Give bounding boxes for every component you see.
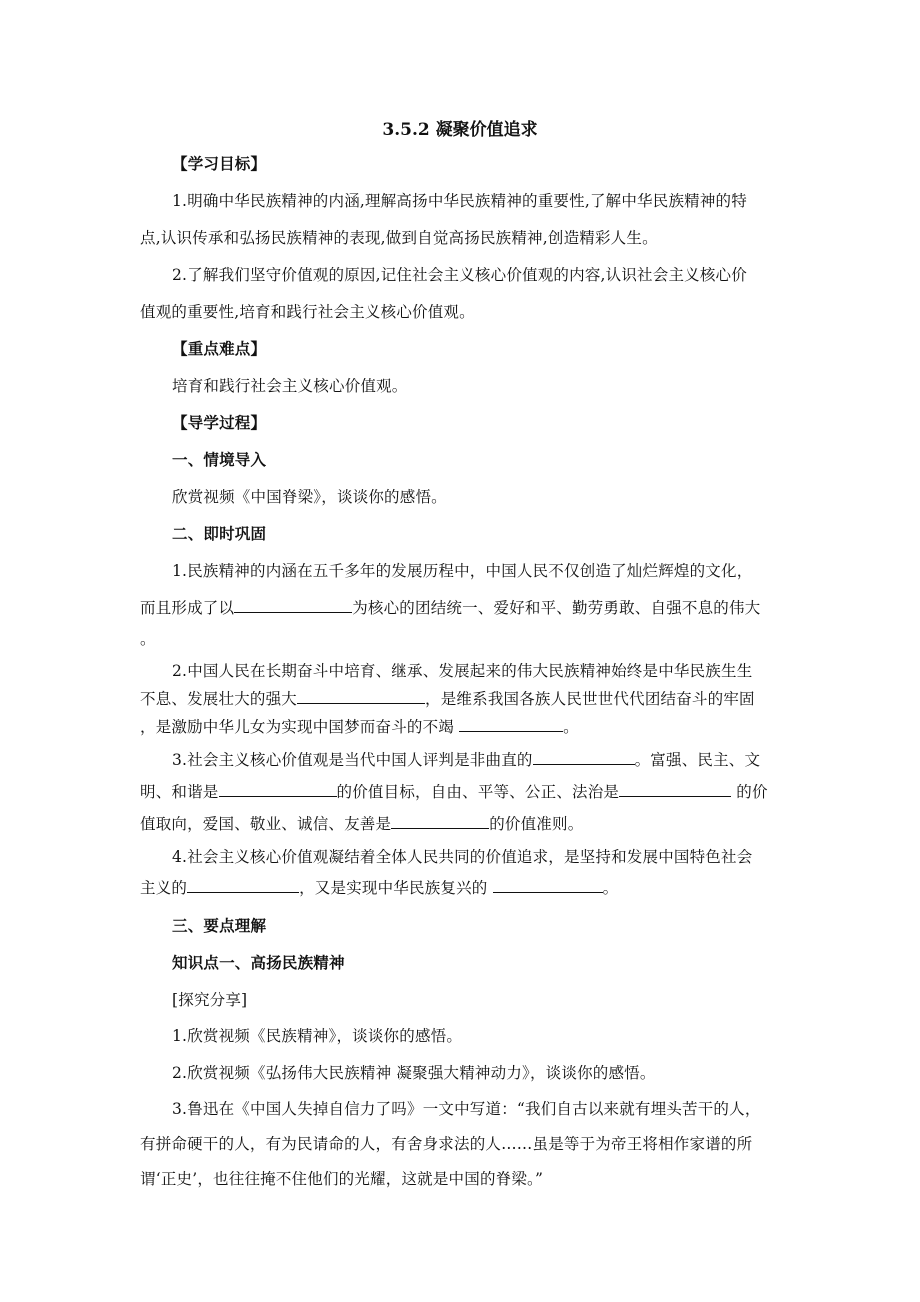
section-heading-key-points: 【重点难点】 [172,339,267,358]
heading-explore-share: [探究分享] [172,991,248,1009]
question-2-line-3 [140,716,579,738]
question-2-line-1: 2.中国人民在长期奋斗中培育、继承、发展起来的伟大民族精神始终是中华民族生生 [172,662,753,680]
explore-item-2: 2.欣赏视频《弘扬伟大民族精神 凝聚强大精神动力》，谈谈你的感悟。 [172,1064,656,1082]
question-2-text-c: ，是激励中华儿女为实现中国梦而奋斗的不竭 [140,718,460,736]
question-3-line-2 [140,781,768,803]
explore-item-1: 1.欣赏视频《民族精神》，谈谈你的感悟。 [172,1027,463,1045]
section-heading-goals: 【学习目标】 [172,154,267,173]
question-1-line-3: 。 [140,630,156,648]
goal-2-line-1: 2.了解我们坚守价值观的原因,记住社会主义核心价值观的内容,认识社会主义核心价 [172,266,747,284]
question-4-line-1: 4.社会主义核心价值观凝结着全体人民共同的价值追求，是坚持和发展中国特色社会 [172,848,753,866]
question-4-text-a: 主义的 [140,879,188,897]
question-3-text-g: 的价值准则。 [489,815,584,833]
question-2-text-a: 不息、发展壮大的强大 [140,690,298,708]
question-3-text-f: 值取向，爱国、敬业、诚信、友善是 [140,815,392,833]
goal-1-line-2: 点,认识传承和弘扬民族精神的表现,做到自觉高扬民族精神,创造精彩人生。 [140,229,658,247]
question-3-text-b: 。富强、民主、文 [634,751,761,769]
heading-key-understanding: 三、要点理解 [172,916,267,935]
fill-blank[interactable] [391,813,489,829]
fill-blank[interactable] [533,749,635,765]
question-3-text-e: 的价 [731,783,768,801]
question-3-text-d: 的价值目标，自由、平等、公正、法治是 [336,783,620,801]
question-3-text-c: 明、和谐是 [140,783,219,801]
question-4-line-2 [140,877,618,899]
heading-consolidation: 二、即时巩固 [172,524,267,543]
goal-2-line-2: 值观的重要性,培育和践行社会主义核心价值观。 [140,303,475,321]
fill-blank[interactable] [297,688,425,704]
question-3-line-1 [172,749,760,771]
heading-knowledge-point-1: 知识点一、高扬民族精神 [172,953,345,972]
question-1-text-b: 为核心的团结统一、爱好和平、勤劳勇敢、自强不息的伟大 [352,599,761,617]
page-title: 3.5.2 凝聚价值追求 [382,120,538,140]
fill-blank[interactable] [219,781,337,797]
question-4-text-c: 。 [602,879,619,897]
question-2-line-2 [140,688,755,710]
question-4-text-b: ，又是实现中华民族复兴的 [299,879,493,897]
key-points-text: 培育和践行社会主义核心价值观。 [172,377,408,395]
question-1-line-2 [140,597,760,619]
goal-1-line-1: 1.明确中华民族精神的内涵,理解高扬中华民族精神的重要性,了解中华民族精神的特 [172,192,747,210]
fill-blank[interactable] [234,597,352,613]
explore-item-3-line-1: 3.鲁迅在《中国人失掉自信力了吗》一文中写道：“我们自古以来就有埋头苦干的人， [172,1100,761,1118]
fill-blank[interactable] [459,716,563,732]
question-3-text-a: 3.社会主义核心价值观是当代中国人评判是非曲直的 [172,751,533,769]
question-1-text-a: 而且形成了以 [140,599,235,617]
heading-scenario-intro: 一、情境导入 [172,450,267,469]
fill-blank[interactable] [619,781,731,797]
question-3-line-3 [140,813,583,835]
question-1-line-1: 1.民族精神的内涵在五千多年的发展历程中，中国人民不仅创造了灿烂辉煌的文化， [172,562,753,580]
explore-item-3-line-3: 谓‘正史’，也往往掩不住他们的光耀，这就是中国的脊梁。” [140,1170,544,1188]
explore-item-3-line-2: 有拼命硬干的人，有为民请命的人，有舍身求法的人……虽是等于为帝王将相作家谱的所 [140,1135,753,1153]
fill-blank[interactable] [187,877,299,893]
fill-blank[interactable] [493,877,603,893]
question-2-text-b: ，是维系我国各族人民世世代代团结奋斗的牢固 [425,690,755,708]
section-heading-process: 【导学过程】 [172,413,267,432]
question-2-text-d: 。 [563,718,579,736]
intro-text: 欣赏视频《中国脊梁》，谈谈你的感悟。 [172,488,447,506]
